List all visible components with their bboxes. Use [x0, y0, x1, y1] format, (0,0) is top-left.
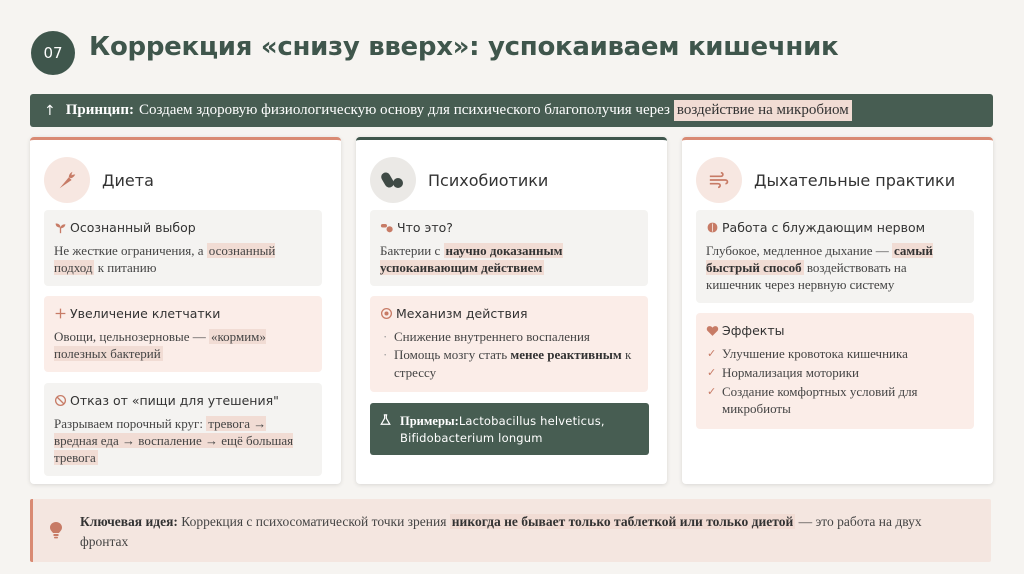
principle-label: Принцип: — [65, 102, 134, 118]
list-item: ✓ Улучшение кровотока кишечника — [706, 345, 964, 362]
heart-icon — [706, 325, 719, 337]
list-item: ✓ Создание комфортных условий для микробиоты — [706, 383, 964, 417]
page-title: Коррекция «снизу вверх»: успокаиваем кишечник — [89, 32, 839, 62]
diet-box3-highlight: тревога → вредная еда → воспаление → ещё большая тревога — [54, 416, 294, 465]
diet-box3-text: Разрываем порочный круг: — [54, 416, 203, 431]
breathing-title: Дыхательные практики — [754, 170, 956, 190]
arrow-up-icon: ↑ — [44, 102, 56, 119]
list-item: · Снижение внутреннего воспаления — [380, 328, 638, 346]
breath-box1-text: Глубокое, медленное дыхание — — [706, 243, 889, 258]
diet-box1-title: Осознанный выбор — [70, 220, 196, 235]
psycho-box1-title: Что это? — [397, 220, 453, 235]
key-idea-banner — [30, 499, 991, 562]
diet-box2-highlight: «кормим» полезных бактерий — [54, 329, 266, 361]
breath-box-vagus — [696, 210, 974, 303]
slide-number-badge: 07 — [31, 31, 75, 75]
diet-card-header — [44, 157, 154, 203]
breath-box-effects — [696, 313, 974, 429]
list-item: ✓ Нормализация моторики — [706, 364, 964, 381]
effects-list — [706, 345, 964, 417]
psychobiotics-title: Психобиотики — [428, 170, 549, 190]
psycho-box-what — [370, 210, 648, 286]
principle-banner — [30, 94, 993, 127]
carrot-icon — [44, 157, 90, 203]
breathing-card — [682, 137, 993, 484]
diet-box1-highlight: осознанный подход — [54, 243, 276, 275]
capsules-icon — [380, 221, 394, 234]
psychobiotics-card — [356, 137, 667, 484]
wind-icon — [696, 157, 742, 203]
breathing-card-header — [696, 157, 955, 203]
lightbulb-icon — [49, 521, 63, 544]
brain-icon — [706, 221, 719, 234]
breath-box2-title: Эффекты — [722, 323, 785, 338]
principle-text: Создаем здоровую физиологическую основу для психического благополучия через — [138, 102, 670, 118]
ban-icon — [54, 394, 67, 407]
examples-box — [370, 403, 649, 455]
breath-box1-text-end: воздействовать на кишечник через нервную систему — [706, 260, 907, 292]
diet-box1-text: Не жесткие ограничения, а — [54, 243, 204, 258]
examples-label: Примеры: — [400, 414, 459, 428]
psycho-box1-highlight: научно доказанным успокаивающим действием — [380, 243, 563, 275]
diet-title: Диета — [102, 170, 154, 190]
diet-box-comfort-food — [44, 383, 322, 476]
psycho-box1-text: Бактерии с — [380, 243, 441, 258]
key-idea-text-end: — это работа на двух фронтах — [80, 514, 922, 549]
diet-box3-title: Отказ от «пищи для утешения" — [70, 393, 279, 408]
principle-highlight: воздействие на микробиом — [674, 100, 852, 121]
flask-icon — [380, 414, 391, 431]
key-idea-label: Ключевая идея: — [80, 514, 178, 529]
diet-card — [30, 137, 341, 484]
sprout-icon — [54, 221, 67, 234]
pills-icon — [370, 157, 416, 203]
psychobiotics-card-header — [370, 157, 548, 203]
key-idea-highlight: никогда не бывает только таблеткой или только диетой — [451, 514, 794, 529]
diet-box1-text-end: к питанию — [97, 260, 157, 275]
psycho-box2-title: Механизм действия — [396, 306, 528, 321]
target-icon — [380, 307, 393, 320]
key-idea-text: Коррекция с психосоматической точки зрения — [181, 514, 447, 529]
breath-box1-title: Работа с блуждающим нервом — [722, 220, 926, 235]
examples-text: Lactobacillus helveticus, Bifidobacterium longum — [400, 414, 605, 445]
diet-box2-text: Овощи, цельнозерновые — — [54, 329, 206, 344]
diet-box-fiber — [44, 296, 322, 372]
list-item: · Помощь мозгу стать менее реактивным к стрессу — [380, 346, 638, 382]
psycho-box-mechanism — [370, 296, 648, 392]
plus-icon — [54, 307, 67, 320]
diet-box2-title: Увеличение клетчатки — [70, 306, 221, 321]
mechanism-list — [380, 328, 638, 382]
breath-box1-highlight: самый быстрый способ — [706, 243, 933, 275]
diet-box-conscious-choice — [44, 210, 322, 286]
